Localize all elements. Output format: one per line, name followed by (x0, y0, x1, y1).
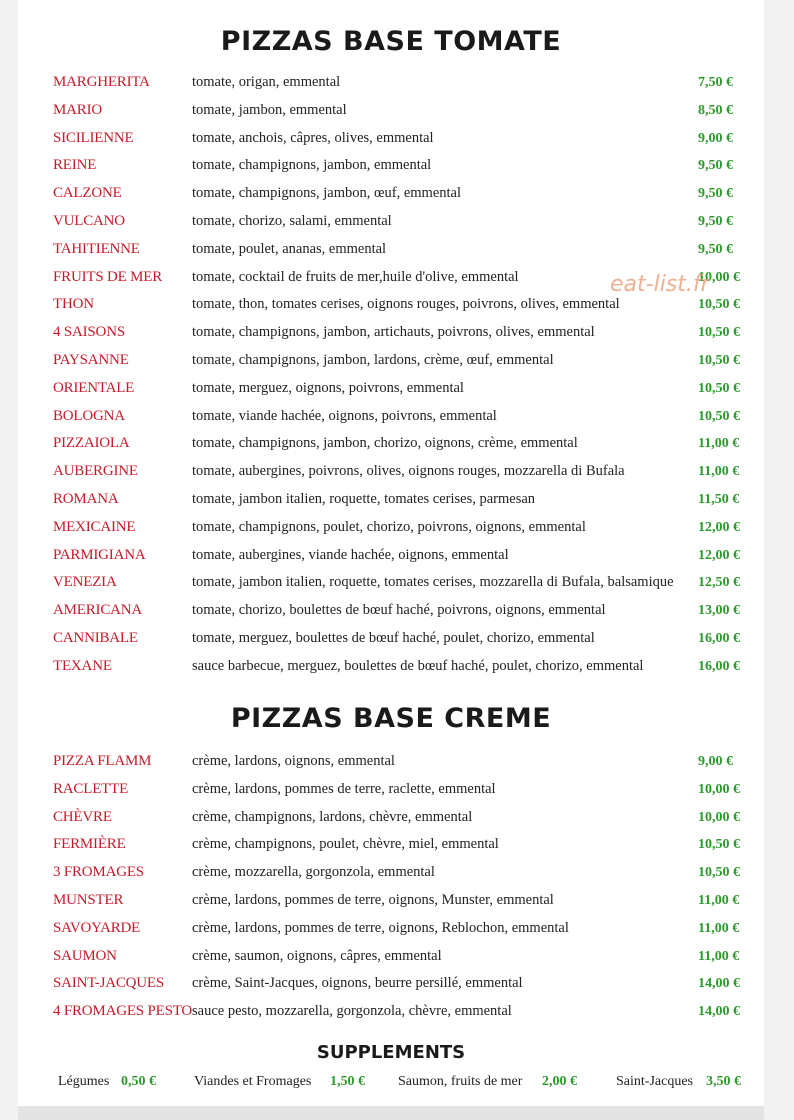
pizza-name: 3 FROMAGES (53, 864, 144, 881)
menu-item-row (18, 777, 764, 805)
pizza-price: 9,50 € (698, 213, 733, 229)
pizza-name: AMERICANA (53, 602, 143, 619)
pizza-price: 13,00 € (698, 603, 740, 619)
pizza-ingredients: tomate, jambon italien, roquette, tomates cerises, mozzarella di Bufala, balsamique (192, 574, 674, 591)
menu-item-row (18, 598, 764, 626)
pizza-name: PIZZA FLAMM (53, 753, 152, 769)
supplement-label: Viandes et Fromages (194, 1074, 312, 1089)
pizza-ingredients: tomate, jambon, emmental (192, 101, 347, 118)
pizza-name: FERMIÈRE (53, 836, 126, 853)
pizza-ingredients: tomate, jambon italien, roquette, tomates cerises, parmesan (192, 490, 536, 507)
pizza-name: ROMANA (53, 490, 119, 507)
menu-item-row (18, 515, 764, 543)
pizza-name: RACLETTE (53, 780, 129, 797)
menu-item-row (18, 916, 764, 944)
supplement-price: 3,50 € (706, 1074, 741, 1089)
pizza-price: 10,00 € (698, 269, 740, 285)
pizza-name: PARMIGIANA (53, 546, 146, 563)
pizza-price: 11,00 € (698, 436, 740, 452)
section-title-tomate: PIZZAS BASE TOMATE (220, 26, 562, 57)
pizza-price: 9,00 € (698, 130, 733, 146)
pizza-price: 12,00 € (698, 519, 740, 535)
menu-item-row (18, 860, 764, 888)
pizza-price: 9,50 € (698, 158, 733, 174)
menu-item-row (18, 209, 764, 237)
menu-item-row (18, 126, 764, 154)
menu-item-row (18, 654, 764, 682)
menu-item-row (18, 237, 764, 265)
pizza-name: MEXICAINE (53, 518, 136, 535)
pizza-price: 11,00 € (698, 920, 740, 936)
pizza-ingredients: tomate, champignons, jambon, emmental (192, 157, 432, 174)
pizza-name: VENEZIA (53, 574, 117, 591)
pizza-price: 9,50 € (698, 186, 733, 202)
pizza-name: TAHITIENNE (53, 240, 140, 257)
pizza-ingredients: tomate, champignons, poulet, chorizo, poivrons, oignons, emmental (192, 518, 586, 535)
pizza-price: 8,50 € (698, 102, 733, 118)
pizza-name: PAYSANNE (53, 351, 129, 368)
menu-item-row (18, 320, 764, 348)
pizza-ingredients: crème, champignons, lardons, chèvre, emmental (192, 808, 473, 825)
pizza-ingredients: tomate, chorizo, salami, emmental (192, 212, 392, 229)
supplement-label: Saint-Jacques (616, 1074, 693, 1089)
pizza-price: 10,50 € (698, 297, 740, 313)
pizza-ingredients: tomate, viande hachée, oignons, poivrons, emmental (192, 407, 497, 424)
menu-item-row (18, 999, 764, 1027)
pizza-name: PIZZAIOLA (53, 435, 130, 452)
menu-item-row (18, 570, 764, 598)
pizza-name: FRUITS DE MER (53, 268, 163, 285)
pizza-price: 11,00 € (698, 948, 740, 964)
pizza-name: TEXANE (53, 657, 112, 674)
pizza-name: SAVOYARDE (53, 919, 141, 936)
pizza-ingredients: tomate, anchois, câpres, olives, emmental (192, 129, 434, 146)
pizza-ingredients: tomate, origan, emmental (192, 74, 341, 90)
menu-item-row (18, 626, 764, 654)
menu-item-row (18, 944, 764, 972)
pizza-ingredients: tomate, champignons, jambon, lardons, crème, œuf, emmental (192, 351, 554, 368)
menu-item-row (18, 376, 764, 404)
pizza-ingredients: crème, saumon, oignons, câpres, emmental (192, 947, 442, 964)
menu-item-row (18, 98, 764, 126)
pizza-name: 4 SAISONS (53, 324, 125, 341)
pizza-name: 4 FROMAGES PESTO (53, 1003, 193, 1020)
pizza-name: CHÈVRE (53, 808, 112, 825)
pizza-price: 10,00 € (698, 809, 740, 825)
pizza-name: CANNIBALE (53, 629, 138, 646)
pizza-ingredients: crème, champignons, poulet, chèvre, miel, emmental (192, 836, 499, 853)
menu-item-row (18, 487, 764, 515)
pizza-ingredients: crème, lardons, pommes de terre, oignons, Reblochon, emmental (192, 919, 569, 936)
pizza-price: 10,50 € (698, 380, 740, 396)
pizza-ingredients: crème, mozzarella, gorgonzola, emmental (192, 864, 435, 881)
pizza-name: ORIENTALE (53, 379, 135, 396)
menu-item-row (18, 749, 764, 777)
pizza-name: THON (53, 296, 94, 313)
pizza-price: 9,00 € (698, 754, 733, 769)
pizza-ingredients: tomate, merguez, oignons, poivrons, emmental (192, 379, 464, 396)
pizza-ingredients: crème, lardons, pommes de terre, oignons, Munster, emmental (192, 891, 554, 908)
menu-item-row (18, 832, 764, 860)
pizza-name: MARIO (53, 101, 103, 118)
pizza-price: 9,50 € (698, 241, 733, 257)
menu-page (18, 0, 764, 1106)
pizza-price: 12,00 € (698, 547, 740, 563)
supplements-row (18, 1074, 764, 1094)
pizza-price: 10,50 € (698, 837, 740, 853)
pizza-ingredients: tomate, champignons, jambon, artichauts, poivrons, olives, emmental (192, 324, 595, 341)
pizza-ingredients: sauce barbecue, merguez, boulettes de bœuf haché, poulet, chorizo, emmental (192, 657, 644, 674)
pizza-ingredients: tomate, aubergines, poivrons, olives, oignons rouges, mozzarella di Bufala (192, 463, 625, 480)
pizza-name: MUNSTER (53, 891, 124, 908)
menu-item-row (18, 431, 764, 459)
menu-item-row (18, 543, 764, 571)
pizza-price: 12,50 € (698, 575, 740, 591)
pizza-price: 14,00 € (698, 976, 740, 992)
pizza-ingredients: crème, lardons, oignons, emmental (192, 753, 395, 769)
menu-item-row (18, 153, 764, 181)
pizza-price: 10,50 € (698, 325, 740, 341)
pizza-name: SICILIENNE (53, 129, 134, 146)
pizza-name: CALZONE (53, 185, 122, 202)
pizza-ingredients: crème, Saint-Jacques, oignons, beurre persillé, emmental (192, 975, 523, 992)
pizza-ingredients: tomate, aubergines, viande hachée, oignons, emmental (192, 546, 509, 563)
pizza-price: 11,50 € (698, 491, 740, 507)
page-bottom-edge (18, 1106, 764, 1120)
pizza-ingredients: crème, lardons, pommes de terre, raclette, emmental (192, 780, 496, 797)
pizza-name: REINE (53, 157, 97, 174)
watermark: eat-list.fr (610, 272, 710, 297)
supplements-title: SUPPLEMENTS (316, 1042, 466, 1063)
supplement-price: 2,00 € (542, 1074, 577, 1089)
pizza-name: BOLOGNA (53, 407, 125, 424)
pizza-name: MARGHERITA (53, 74, 150, 90)
pizza-ingredients: tomate, cocktail de fruits de mer,huile d'olive, emmental (192, 268, 519, 285)
pizza-price: 10,50 € (698, 352, 740, 368)
pizza-ingredients: tomate, champignons, jambon, œuf, emmental (192, 185, 461, 202)
pizza-ingredients: tomate, thon, tomates cerises, oignons rouges, poivrons, olives, emmental (192, 296, 620, 313)
pizza-price: 14,00 € (698, 1004, 740, 1020)
menu-item-row (18, 348, 764, 376)
creme-list (18, 749, 764, 1027)
pizza-ingredients: sauce pesto, mozzarella, gorgonzola, chèvre, emmental (192, 1003, 512, 1020)
tomate-list (18, 70, 764, 682)
supplement-price: 0,50 € (121, 1074, 156, 1089)
pizza-name: SAUMON (53, 947, 117, 964)
pizza-price: 16,00 € (698, 658, 740, 674)
supplement-label: Saumon, fruits de mer (398, 1074, 523, 1089)
menu-item-row (18, 888, 764, 916)
pizza-price: 10,50 € (698, 408, 740, 424)
pizza-price: 7,50 € (698, 75, 733, 90)
menu-item-row (18, 181, 764, 209)
pizza-ingredients: tomate, poulet, ananas, emmental (192, 240, 387, 257)
pizza-price: 11,00 € (698, 892, 740, 908)
pizza-name: SAINT-JACQUES (53, 975, 165, 992)
menu-item-row (18, 404, 764, 432)
pizza-price: 16,00 € (698, 630, 740, 646)
menu-item-row (18, 805, 764, 833)
supplement-price: 1,50 € (330, 1074, 365, 1089)
pizza-ingredients: tomate, merguez, boulettes de bœuf haché, poulet, chorizo, emmental (192, 629, 595, 646)
pizza-ingredients: tomate, chorizo, boulettes de bœuf haché, poivrons, oignons, emmental (192, 602, 606, 619)
pizza-price: 10,00 € (698, 781, 740, 797)
menu-item-row (18, 70, 764, 98)
pizza-name: VULCANO (53, 212, 125, 229)
pizza-ingredients: tomate, champignons, jambon, chorizo, oignons, crème, emmental (192, 435, 578, 452)
menu-item-row (18, 459, 764, 487)
supplement-label: Légumes (58, 1074, 110, 1089)
section-title-creme: PIZZAS BASE CREME (230, 703, 552, 734)
menu-item-row (18, 971, 764, 999)
pizza-price: 11,00 € (698, 464, 740, 480)
pizza-price: 10,50 € (698, 865, 740, 881)
pizza-name: AUBERGINE (53, 463, 138, 480)
